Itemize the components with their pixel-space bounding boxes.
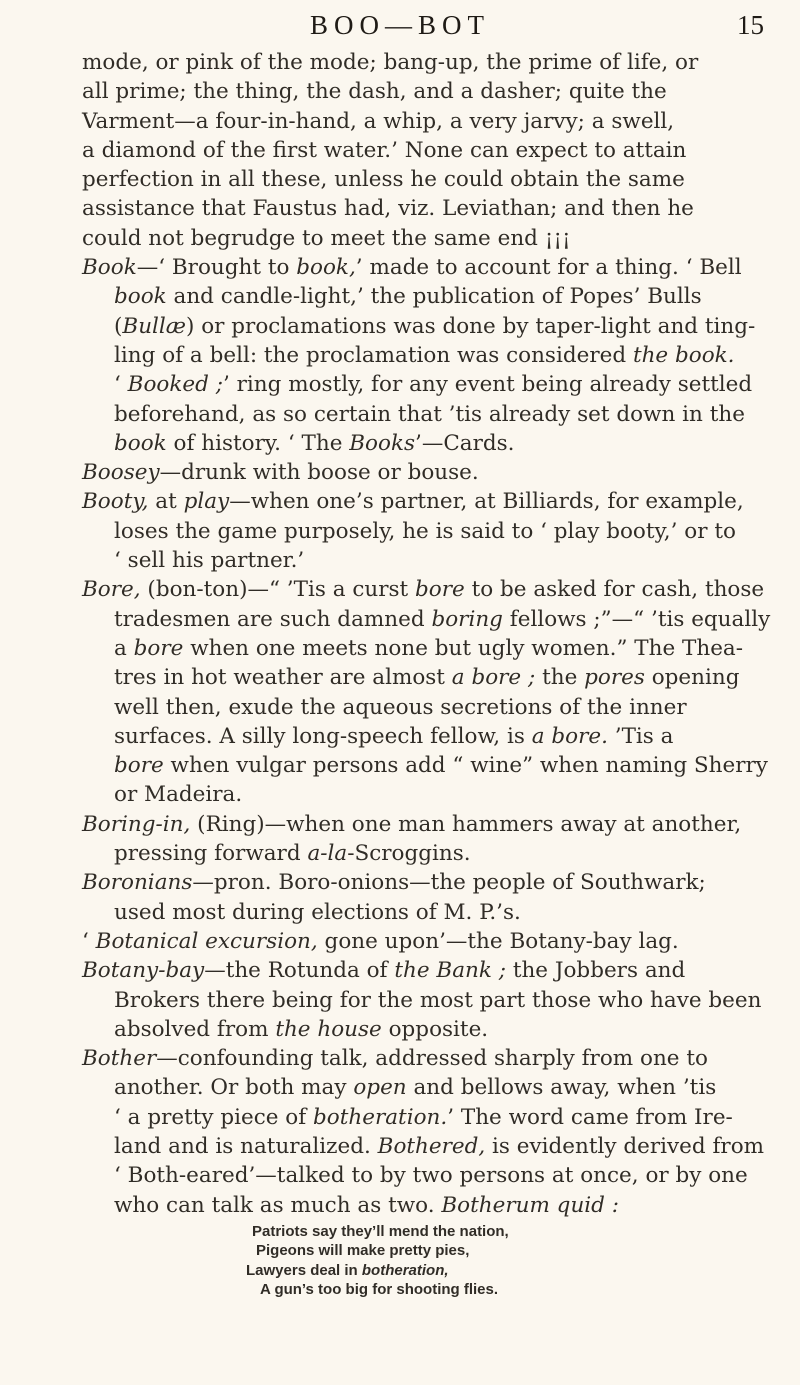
italic-text: Bother — [82, 1046, 157, 1072]
text-line — [82, 1191, 762, 1220]
text-span: absolved from — [114, 1016, 276, 1042]
text-span: (bon-ton)—“ ’Tis a curst — [140, 577, 416, 603]
text-span: another. Or both may — [114, 1075, 354, 1101]
text-line — [82, 194, 762, 223]
text-span: of history. ‘ The — [166, 430, 350, 456]
text-line — [82, 839, 762, 868]
text-span: Pigeons will make pretty pies, — [256, 1242, 470, 1260]
text-span: all prime; the thing, the dash, and a dasher; quite the — [82, 79, 667, 105]
entry-start-line — [82, 868, 762, 897]
italic-text: Boronians — [82, 870, 193, 896]
text-span: ‘ a pretty piece of — [114, 1104, 314, 1130]
italic-text: the house — [275, 1016, 382, 1042]
entry-start-line — [82, 487, 762, 516]
text-span: and bellows away, when ’tis — [406, 1075, 717, 1101]
verse-quotation — [82, 1222, 762, 1300]
text-span: ‘ — [114, 372, 128, 398]
text-span: assistance that Faustus had, viz. Leviathan; and then he — [82, 196, 694, 222]
page-header — [0, 10, 800, 46]
text-span: ‘ sell his partner.’ — [114, 548, 305, 574]
text-line — [82, 693, 762, 722]
text-span: used most during elections of M. P.’s. — [114, 899, 521, 925]
entry-start-line — [82, 927, 762, 956]
text-span: fellows ;”—“ ’tis equally — [502, 606, 771, 632]
italic-text: a-la — [307, 841, 348, 867]
text-span: ling of a bell: the proclamation was considered — [114, 342, 633, 368]
text-span: Varment—a four-in-hand, a whip, a very jarvy; a swell, — [82, 108, 675, 134]
text-line — [82, 1015, 762, 1044]
text-span: ’—Cards. — [415, 430, 515, 456]
text-span: (Ring)—when one man hammers away at another, — [190, 811, 742, 837]
italic-text: Botanical excursion, — [95, 928, 318, 954]
text-line — [82, 136, 762, 165]
text-span: loses the game purposely, he is said to ‘ play booty,’ or to — [114, 518, 736, 544]
text-span: beforehand, as so certain that ’tis already set down in the — [114, 401, 745, 427]
text-span: land and is naturalized. — [114, 1133, 378, 1159]
text-line — [82, 1161, 762, 1190]
italic-text: open — [353, 1075, 407, 1101]
italic-text: Bothered, — [377, 1133, 486, 1159]
text-span: when one meets none but ugly women.” The Thea- — [183, 635, 744, 661]
text-span: opening — [644, 665, 740, 691]
entry-start-line — [82, 1044, 762, 1073]
text-line — [82, 663, 762, 692]
italic-text: a bore ; — [451, 665, 536, 691]
italic-text: botheration. — [313, 1104, 448, 1130]
text-span: ‘ Both-eared’—talked to by two persons at once, or by one — [114, 1163, 748, 1189]
text-span: Brokers there being for the most part those who have been — [114, 987, 762, 1013]
text-span: A gun’s too big for shooting flies. — [260, 1281, 499, 1299]
text-span: at — [148, 489, 184, 515]
text-line — [82, 429, 762, 458]
text-line — [82, 605, 771, 634]
text-span: ( — [114, 313, 123, 339]
text-span: a diamond of the first water.’ None can expect to attain — [82, 137, 687, 163]
text-span: is evidently derived from — [485, 1133, 765, 1159]
text-span: ’ made to account for a thing. ‘ Bell — [355, 255, 742, 281]
text-span: opposite. — [381, 1016, 489, 1042]
text-line — [82, 341, 762, 370]
text-span: surfaces. A silly long-speech fellow, is — [114, 723, 532, 749]
italic-text: a bore. — [531, 723, 608, 749]
dictionary-entries — [82, 48, 771, 1300]
text-line — [82, 780, 762, 809]
italic-text: Botherum quid : — [441, 1192, 620, 1218]
text-span: ’Tis a — [607, 723, 674, 749]
italic-text: Boring-in, — [82, 811, 191, 837]
text-span: gone upon’—the Botany-bay lag. — [317, 928, 679, 954]
text-span: ) or proclamations was done by taper-light and ting- — [186, 313, 756, 339]
text-line — [82, 751, 768, 780]
italic-text: Bullæ — [122, 313, 186, 339]
text-line — [82, 986, 762, 1015]
italic-text: boring — [431, 606, 503, 632]
text-line — [82, 224, 762, 253]
text-span: when vulgar persons add “ wine” when naming Sherry — [163, 753, 768, 779]
italic-text: botheration, — [361, 1261, 449, 1279]
italic-text: Book — [82, 255, 137, 281]
text-line — [82, 1132, 765, 1161]
italic-text: book, — [296, 255, 356, 281]
text-span: —the Rotunda of — [204, 958, 395, 984]
running-head: BOO—BOT — [309, 10, 490, 40]
italic-text: bore — [114, 753, 164, 779]
entry-start-line — [82, 810, 762, 839]
italic-text: book — [114, 284, 167, 310]
text-span: the Jobbers and — [505, 958, 686, 984]
verse-line — [82, 1280, 762, 1300]
text-span: ’ The word came from Ire- — [447, 1104, 733, 1130]
text-span: Lawyers deal in — [246, 1261, 362, 1279]
text-span: a — [114, 635, 134, 661]
text-span: ‘ — [82, 928, 96, 954]
text-line — [82, 1103, 762, 1132]
italic-text: Booked ; — [127, 372, 223, 398]
text-line — [82, 282, 762, 311]
page-number: 15 — [737, 10, 764, 40]
text-line — [82, 107, 762, 136]
text-span: who can talk as much as two. — [114, 1192, 442, 1218]
italic-text: bore — [415, 577, 465, 603]
italic-text: the book. — [632, 342, 735, 368]
text-line — [82, 370, 762, 399]
text-span: —pron. Boro-onions—the people of Southwark; — [192, 870, 706, 896]
text-span: could not begrudge to meet the same end ¡¡¡ — [82, 225, 571, 251]
text-span: to be asked for cash, those — [464, 577, 765, 603]
text-span: -Scroggins. — [347, 841, 471, 867]
text-span: and candle-light,’ the publication of Popes’ Bulls — [166, 284, 702, 310]
text-span: the — [535, 665, 585, 691]
italic-text: Boosey — [82, 460, 160, 486]
entry-start-line — [82, 458, 762, 487]
verse-line — [82, 1241, 762, 1261]
text-line — [82, 722, 762, 751]
italic-text: pores — [584, 665, 645, 691]
text-line — [82, 400, 762, 429]
italic-text: Bore, — [82, 577, 141, 603]
text-span: ’ ring mostly, for any event being already settled — [222, 372, 753, 398]
text-line — [82, 1073, 762, 1102]
text-line — [82, 165, 762, 194]
verse-line — [82, 1222, 762, 1242]
text-span: —confounding talk, addressed sharply from one to — [156, 1046, 708, 1072]
entry-start-line — [82, 253, 762, 282]
text-line — [82, 77, 762, 106]
italic-text: Books — [349, 430, 415, 456]
text-line — [82, 312, 762, 341]
text-line — [82, 517, 762, 546]
italic-text: the Bank ; — [394, 958, 506, 984]
italic-text: Booty, — [82, 489, 149, 515]
text-line — [82, 634, 762, 663]
italic-text: book — [114, 430, 167, 456]
text-span: tres in hot weather are almost — [114, 665, 452, 691]
verse-line — [82, 1261, 762, 1281]
text-span: well then, exude the aqueous secretions of the inner — [114, 694, 687, 720]
text-span: Patriots say they’ll mend the nation, — [252, 1222, 509, 1240]
italic-text: Botany-bay — [82, 958, 205, 984]
text-span: pressing forward — [114, 841, 308, 867]
entry-start-line — [82, 575, 765, 604]
text-span: —drunk with boose or bouse. — [159, 460, 479, 486]
text-span: —when one’s partner, at Billiards, for example, — [229, 489, 744, 515]
entry-start-line — [82, 956, 762, 985]
text-line — [82, 48, 762, 77]
text-span: tradesmen are such damned — [114, 606, 432, 632]
text-span: mode, or pink of the mode; bang-up, the prime of life, or — [82, 50, 699, 75]
text-line — [82, 898, 762, 927]
italic-text: play — [183, 489, 230, 515]
text-span: perfection in all these, unless he could obtain the same — [82, 167, 685, 193]
text-line — [82, 546, 762, 575]
italic-text: bore — [133, 635, 184, 661]
text-span: or Madeira. — [114, 782, 243, 808]
text-span: —‘ Brought to — [136, 255, 297, 281]
